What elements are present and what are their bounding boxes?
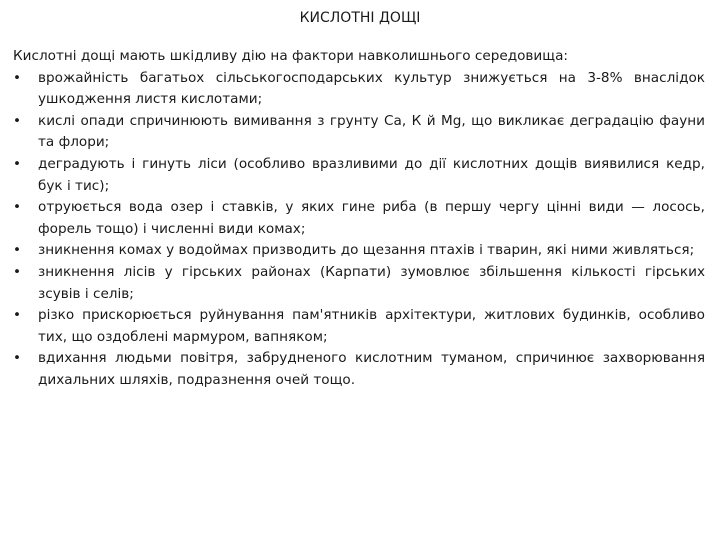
list-item <box>13 262 705 305</box>
page-title: КИСЛОТНІ ДОЩІ <box>299 10 421 26</box>
bullet-icon: • <box>13 155 22 172</box>
list-item <box>13 305 705 348</box>
slide-body <box>13 46 705 392</box>
list-item-text: отруюється вода озер і ставків, у яких гине риба (в першу чергу цінні види — лосось, форель тощо) і численні види комах; <box>38 199 705 237</box>
bullet-list <box>13 68 705 392</box>
bullet-icon: • <box>13 112 22 129</box>
list-item <box>13 111 705 154</box>
list-item-text: зникнення лісів у гірських районах (Карпати) зумовлює збільшення кількості гірських зсувів і селів; <box>38 263 705 302</box>
list-item <box>13 240 705 262</box>
list-item-text: різко прискорюється руйнування пам'ятників архітектури, житлових будинків, особливо тих, що оздоблені мармуром, вапняком; <box>38 307 705 345</box>
list-item <box>13 154 705 197</box>
list-item-text: деградують і гинуть ліси (особливо вразливими до дії кислотних дощів виявилися кедр, бук і тис); <box>38 155 705 194</box>
bullet-icon: • <box>13 69 22 86</box>
bullet-icon: • <box>13 199 22 216</box>
list-item <box>13 68 705 111</box>
bullet-icon: • <box>13 350 22 367</box>
list-item-text: вдихання людьми повітря, забрудненого кислотним туманом, спричинює захворювання дихальних шляхів, подразнення очей тощо. <box>38 350 705 388</box>
list-item-text: зникнення комах у водоймах призводить до щезання птахів і тварин, які ними живляться; <box>38 242 695 259</box>
list-item-text: кислі опади спричинюють вимивання з грунту Са, К й Mg, що викликає деградацію фауни та флори; <box>38 112 705 151</box>
intro-text: Кислотні дощі мають шкідливу дію на фактори навколишнього середовища: <box>13 48 568 64</box>
bullet-icon: • <box>13 242 22 259</box>
list-item <box>13 197 705 240</box>
list-item-text: врожайність багатьох сільськогосподарських культур знижується на 3-8% внаслідок ушкодження листя кислотами; <box>38 69 705 108</box>
bullet-icon: • <box>13 263 22 280</box>
list-item <box>13 348 705 391</box>
bullet-icon: • <box>13 307 22 324</box>
